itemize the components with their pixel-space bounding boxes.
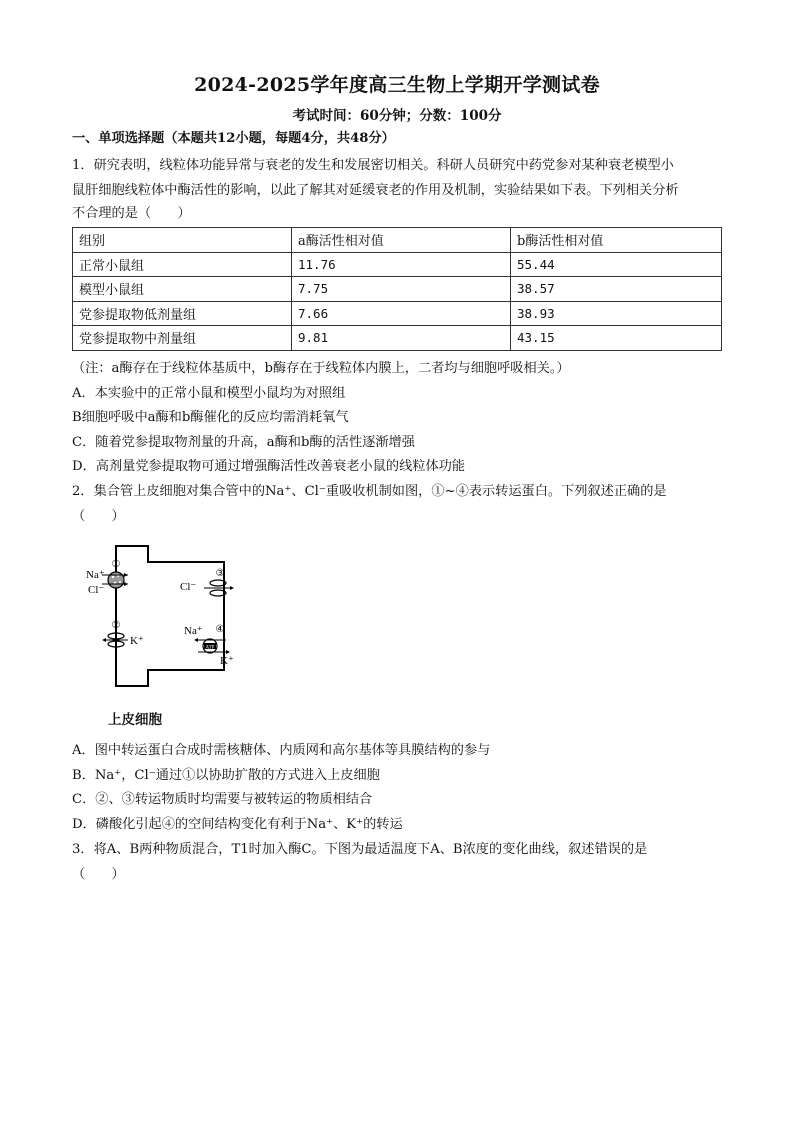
exam-subtitle: 考试时间：60分钟；分数：100分 [292, 108, 502, 124]
epithelial-cell-diagram [80, 540, 250, 700]
table-cell: 正常小鼠组 [73, 252, 292, 277]
q1-note: （注：a酶存在于线粒体基质中，b酶存在于线粒体内膜上，二者均与细胞呼吸相关。） [72, 361, 570, 376]
table-header-cell: a酶活性相对值 [292, 228, 511, 253]
table-cell: 11.76 [292, 252, 511, 277]
q1-enzyme-table [72, 227, 722, 351]
table-row [73, 252, 722, 277]
q1-stem-line2: 鼠肝细胞线粒体中酶活性的影响，以此了解其对延缓衰老的作用及机制，实验结果如下表。下列相关分析 [72, 183, 679, 198]
q1-stem-line1: 1．研究表明，线粒体功能异常与衰老的发生和发展密切相关。科研人员研究中药党参对某种衰老模型小 [72, 158, 674, 173]
cl-label-3: Cl⁻ [180, 581, 197, 593]
q1-option-c: C．随着党参提取物剂量的升高，a酶和b酶的活性逐渐增强 [72, 435, 415, 450]
table-cell: 7.66 [292, 301, 511, 326]
table-cell: 7.75 [292, 277, 511, 302]
table-cell: 模型小鼠组 [73, 277, 292, 302]
q2-option-d: D．磷酸化引起④的空间结构变化有利于Na⁺、K⁺的转运 [72, 817, 403, 832]
table-cell: 55.44 [511, 252, 722, 277]
k-label-2: K⁺ [130, 635, 144, 647]
q1-option-b: B细胞呼吸中a酶和b酶催化的反应均需消耗氧气 [72, 410, 349, 425]
number-3-label: ③ [215, 568, 225, 579]
transporter-1-icon [102, 572, 128, 588]
table-header-cell: 组别 [73, 228, 292, 253]
table-row [73, 301, 722, 326]
table-row [73, 326, 722, 351]
na-label-1: Na⁺ [86, 569, 105, 581]
cl-label-1: Cl⁻ [88, 584, 105, 596]
q1-stem-line3: 不合理的是（ ） [72, 206, 191, 221]
table-cell: 38.93 [511, 301, 722, 326]
table-cell: 9.81 [292, 326, 511, 351]
q1-option-a: A．本实验中的正常小鼠和模型小鼠均为对照组 [72, 386, 346, 401]
number-1-label: ① [111, 559, 121, 570]
q2-option-a: A．图中转运蛋白合成时需核糖体、内质网和高尔基体等具膜结构的参与 [72, 743, 491, 758]
q2-stem-line1: 2．集合管上皮细胞对集合管中的Na⁺、Cl⁻重吸收机制如图，①~④表示转运蛋白。下列叙述正确的是 [72, 484, 667, 499]
svg-text:ATP: ATP [205, 645, 215, 651]
table-cell: 43.15 [511, 326, 722, 351]
table-cell: 党参提取物低剂量组 [73, 301, 292, 326]
q2-option-b: B．Na⁺，Cl⁻通过①以协助扩散的方式进入上皮细胞 [72, 768, 380, 783]
q2-stem-line2: （ ） [72, 509, 125, 524]
q1-option-d: D．高剂量党参提取物可通过增强酶活性改善衰老小鼠的线粒体功能 [72, 459, 466, 474]
number-2-label: ② [111, 620, 121, 631]
figure-caption: 上皮细胞 [108, 712, 162, 728]
section-heading: 一、单项选择题（本题共12小题，每题4分，共48分） [72, 131, 395, 146]
exam-title: 2024-2025学年度高三生物上学期开学测试卷 [194, 74, 600, 96]
q3-stem-line1: 3．将A、B两种物质混合，T1时加入酶C。下图为最适温度下A、B浓度的变化曲线，叙述错误的是 [72, 842, 648, 857]
table-header-row [73, 228, 722, 253]
q3-stem-line2: （ ） [72, 867, 125, 882]
cell-membrane-outline [116, 546, 224, 686]
table-cell: 38.57 [511, 277, 722, 302]
na-label-4: Na⁺ [184, 625, 203, 637]
table-cell: 党参提取物中剂量组 [73, 326, 292, 351]
table-row [73, 277, 722, 302]
transporter-3-icon [204, 580, 234, 596]
number-4-label: ④ [215, 624, 225, 635]
table-header-cell: b酶活性相对值 [511, 228, 722, 253]
k-label-4: K⁺ [220, 655, 234, 667]
q2-option-c: C．②、③转运物质时均需要与被转运的物质相结合 [72, 792, 373, 807]
